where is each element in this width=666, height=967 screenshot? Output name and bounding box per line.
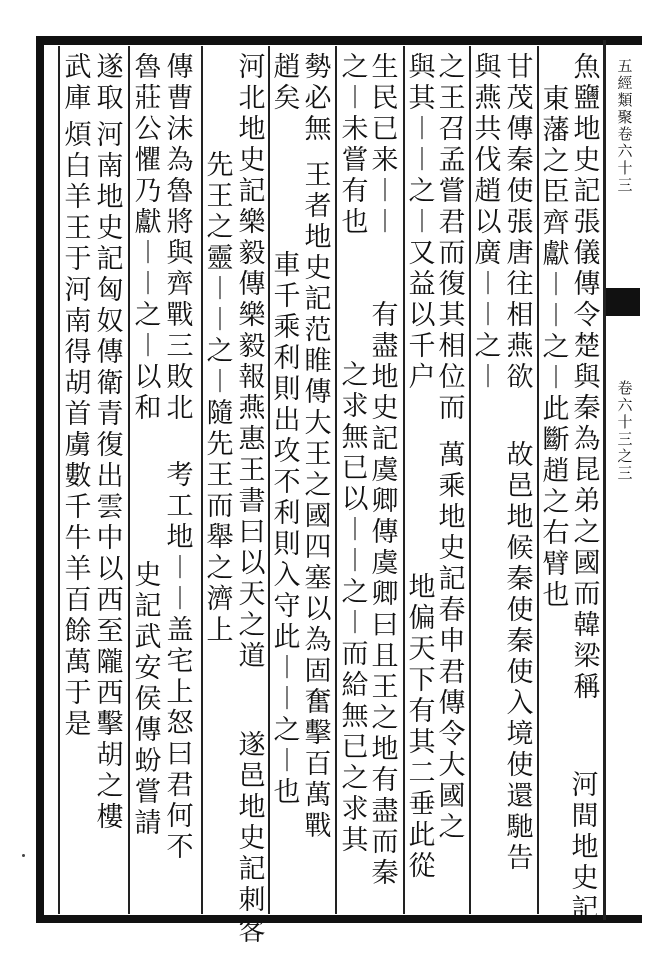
text-column-10b: 車千乘利則出攻不利則入守此︱︱之︱也	[273, 250, 301, 808]
frame-top-border	[36, 36, 642, 45]
frame-right-border	[603, 40, 606, 920]
column-divider	[403, 46, 405, 914]
text-column-8: 之︱未嘗有也	[341, 52, 369, 238]
column-divider	[268, 46, 270, 914]
text-column-16: 武庫	[64, 52, 92, 114]
text-column-6b: 地偏天下有其二垂此從	[408, 572, 436, 882]
text-column-3: 甘茂傳秦使張唐往相燕欲	[506, 52, 534, 393]
text-column-7b: 有盡地史記虞卿傳虞卿曰且王之地有盡而秦	[371, 300, 399, 889]
text-column-7: 生民已来︱︱	[371, 52, 399, 238]
frame-bottom-border	[36, 915, 642, 923]
margin-dot	[22, 854, 25, 857]
text-column-11: 河北地史記樂毅傳樂毅報燕惠王書曰以天之道	[238, 52, 266, 672]
margin-header: 五經類聚卷六十三	[617, 57, 633, 194]
margin-volume-label: 卷六十三之三	[617, 379, 633, 482]
text-column-3b: 故邑地候秦使秦使入境使還馳告	[506, 440, 534, 874]
column-divider	[58, 46, 60, 914]
text-column-13: 傳曹沫為魯將與齊戰三敗北	[166, 52, 194, 424]
text-column-6: 與其︱︱之︱又益以千户	[408, 52, 436, 393]
column-divider	[201, 46, 203, 914]
text-column-13b: 考工地︱︱盖宅上怒曰君何不	[166, 460, 194, 863]
column-divider	[128, 46, 130, 914]
text-column-2: 東藩之臣齊獻︱︱之︱此斷趙之右臂也	[542, 84, 570, 611]
column-divider	[335, 46, 337, 914]
text-column-4: 與燕共伐趙以廣︱︱之︱	[474, 52, 502, 393]
text-column-11b: 遂邑地史記刺客	[238, 730, 266, 947]
column-divider	[469, 46, 471, 914]
text-column-14b: 史記武安侯傳蚡嘗請	[134, 560, 162, 839]
text-column-10: 趙矣	[273, 52, 301, 114]
column-divider	[537, 46, 539, 914]
text-column-15: 遂取	[96, 52, 124, 114]
frame-left-border	[36, 36, 44, 923]
text-column-1: 魚鹽地史記張儀傳令楚與秦為昆弟之國而韓梁稱	[573, 52, 601, 703]
text-column-15b: 河南地史記匈奴傳衛青復出雲中以西至隴西擊胡之樓	[96, 120, 124, 833]
text-column-12: 先王之靈︱︱之︱隨先王而舉之濟上	[206, 150, 234, 646]
text-column-1b: 河間地史記	[571, 770, 599, 925]
text-column-9b: 王者地史記范睢傳大王之國四塞以為固奮擊百萬戰	[304, 160, 332, 842]
text-column-14: 魯莊公懼乃獻︱︱之︱以和	[134, 52, 162, 424]
text-column-8b: 之求無已以︱︱之︱而給無已之求其	[341, 360, 369, 856]
fish-tail-tab	[606, 288, 640, 316]
text-column-16b: 煩白羊王于河南得胡首虜數千牛羊百餘萬于是	[64, 120, 92, 740]
text-column-5: 之王召孟嘗君而復其相位而	[438, 52, 466, 424]
text-column-5b: 萬乘地史記春申君傳令大國之	[438, 440, 466, 843]
text-column-9: 勢必無	[304, 52, 332, 145]
